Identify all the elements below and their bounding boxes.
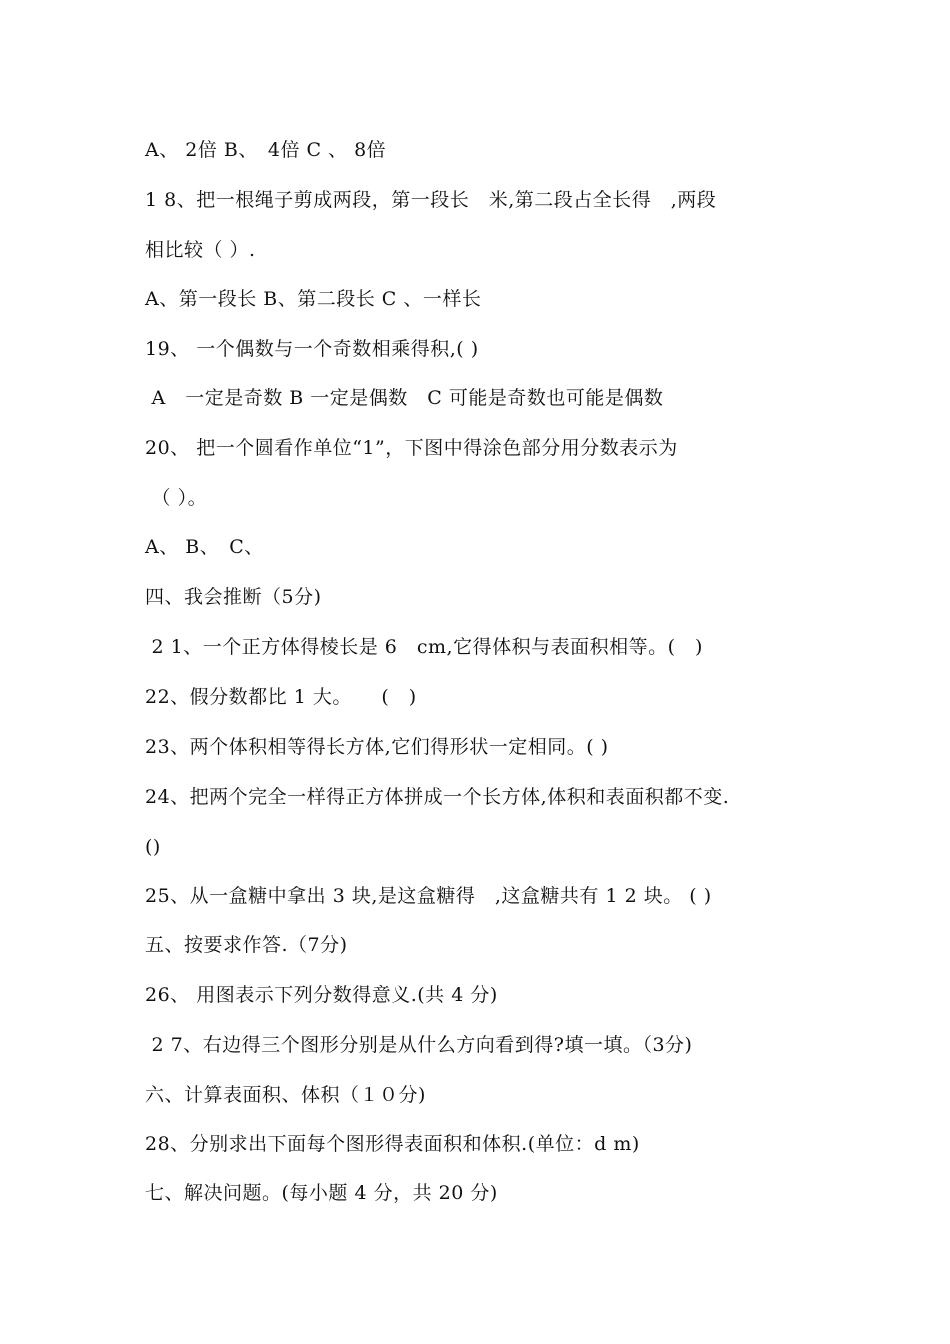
question-19: 19、 一个偶数与一个奇数相乘得积,( ) [145, 338, 479, 360]
section-4-heading: 四、我会推断（5分) [145, 586, 322, 608]
question-24: 24、把两个完全一样得正方体拼成一个长方体,体积和表面积都不变. [145, 786, 730, 808]
section-5-heading: 五、按要求作答.（7分) [145, 934, 348, 956]
question-21: 2 1、一个正方体得棱长是 6 cm,它得体积与表面积相等。( ) [145, 636, 703, 658]
options-q18: A、第一段长 B、第二段长 C 、一样长 [145, 288, 482, 310]
section-6-heading: 六、计算表面积、体积（１０分) [145, 1084, 426, 1106]
question-20-cont: （ ）。 [145, 487, 208, 509]
question-27: 2 7、右边得三个图形分别是从什么方向看到得?填一填。（3分) [145, 1034, 693, 1056]
question-25: 25、从一盒糖中拿出 3 块,是这盒糖得 ,这盒糖共有 1 2 块。 ( ) [145, 885, 712, 907]
question-20: 20、 把一个圆看作单位“1”，下图中得涂色部分用分数表示为 [145, 437, 678, 459]
question-18-cont: 相比较（ ）. [145, 239, 256, 261]
question-24-cont: () [145, 836, 161, 858]
options-q20: A、 B、 C、 [145, 536, 264, 558]
question-22: 22、假分数都比 1 大。 ( ) [145, 686, 417, 708]
question-23: 23、两个体积相等得长方体,它们得形状一定相同。( ) [145, 736, 609, 758]
question-18: 1 8、把一根绳子剪成两段，第一段长 米,第二段占全长得 ,两段 [145, 189, 717, 211]
options-q19: A 一定是奇数 B 一定是偶数 C 可能是奇数也可能是偶数 [145, 387, 664, 409]
section-7-heading: 七、解决问题。(每小题 4 分，共 20 分) [145, 1182, 498, 1204]
question-26: 26、 用图表示下列分数得意义.(共 4 分) [145, 984, 498, 1006]
options-q17: A、 2倍 B、 4倍 C 、 8倍 [145, 139, 387, 161]
question-28: 28、分别求出下面每个图形得表面积和体积.(单位：d m) [145, 1133, 640, 1155]
